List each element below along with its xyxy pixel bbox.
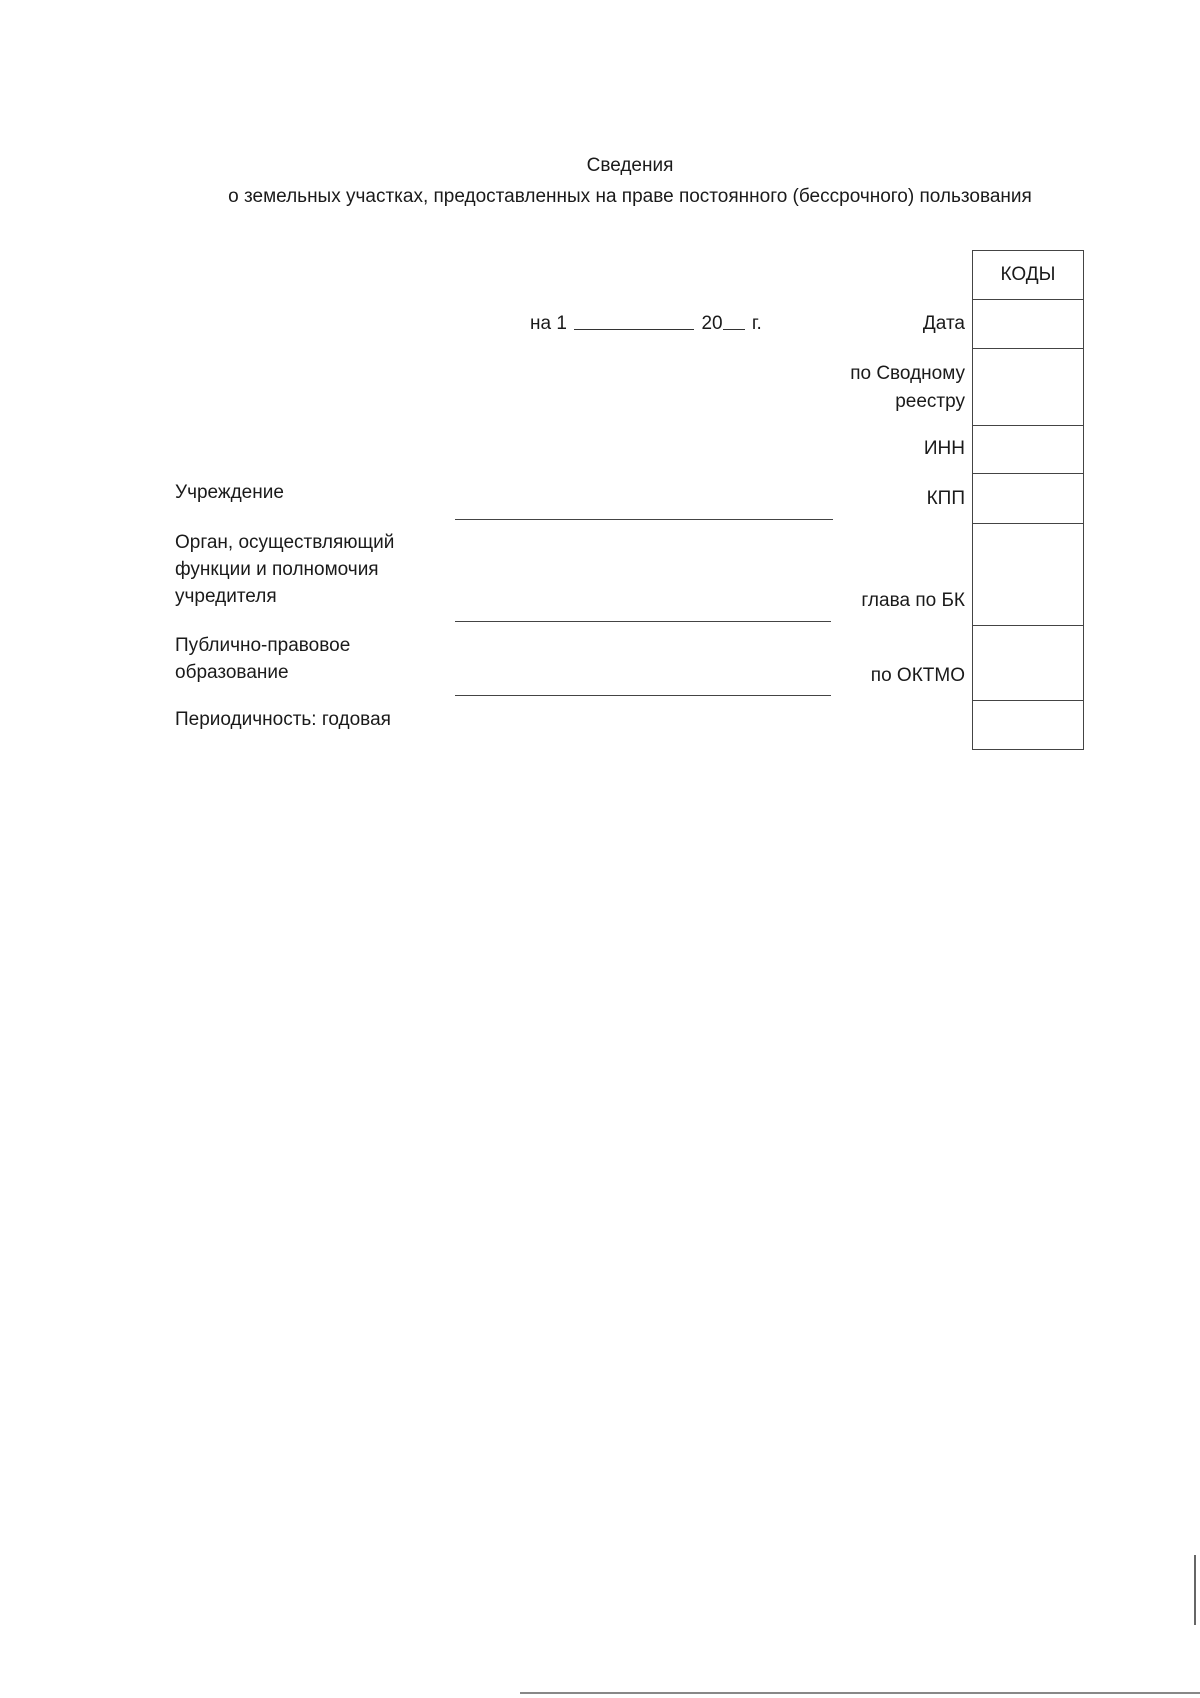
institution-fill-line[interactable] [455, 519, 833, 520]
field-label-founder-3: учредителя [175, 586, 277, 607]
codes-cell-extra[interactable] [972, 700, 1084, 750]
document-title: Сведения [586, 155, 674, 176]
document-subtitle: о земельных участках, предоставленных на праве постоянного (бессрочного) пользования [228, 186, 1032, 207]
codes-label-oktmo: по ОКТМО [870, 665, 965, 686]
date-prefix: на 1 [530, 313, 567, 334]
public-entity-fill-line[interactable] [455, 695, 831, 696]
date-year-blank[interactable] [723, 328, 745, 330]
codes-cell-consolidated-registry[interactable] [972, 348, 1084, 426]
codes-header: КОДЫ [972, 250, 1084, 300]
date-year-prefix: 20 [701, 313, 723, 334]
date-suffix: г. [751, 313, 762, 334]
codes-label-inn: ИНН [923, 438, 965, 459]
codes-label-kpp: КПП [926, 488, 965, 509]
codes-label-consolidated-registry-2: реестру [895, 391, 965, 412]
codes-cell-date[interactable] [972, 299, 1084, 349]
codes-label-date: Дата [922, 313, 965, 334]
codes-cell-oktmo[interactable] [972, 625, 1084, 701]
codes-cell-inn[interactable] [972, 425, 1084, 474]
scan-side-mark [1194, 1555, 1196, 1625]
scan-bottom-edge [520, 1692, 1200, 1694]
field-label-public-entity-2: образование [175, 662, 289, 683]
field-label-periodicity: Периодичность: годовая [175, 709, 391, 730]
codes-label-consolidated-registry-1: по Сводному [850, 363, 965, 384]
codes-cell-kpp[interactable] [972, 473, 1084, 524]
field-label-founder-2: функции и полномочия [175, 559, 379, 580]
codes-cell-budget-chapter[interactable] [972, 523, 1084, 626]
field-label-public-entity-1: Публично-правовое [175, 635, 351, 656]
date-day-month-blank[interactable] [574, 328, 694, 330]
field-label-institution: Учреждение [175, 482, 284, 503]
founder-fill-line[interactable] [455, 621, 831, 622]
codes-label-budget-chapter: глава по БК [861, 590, 965, 611]
report-date-line [530, 310, 762, 337]
field-label-founder-1: Орган, осуществляющий [175, 532, 395, 553]
